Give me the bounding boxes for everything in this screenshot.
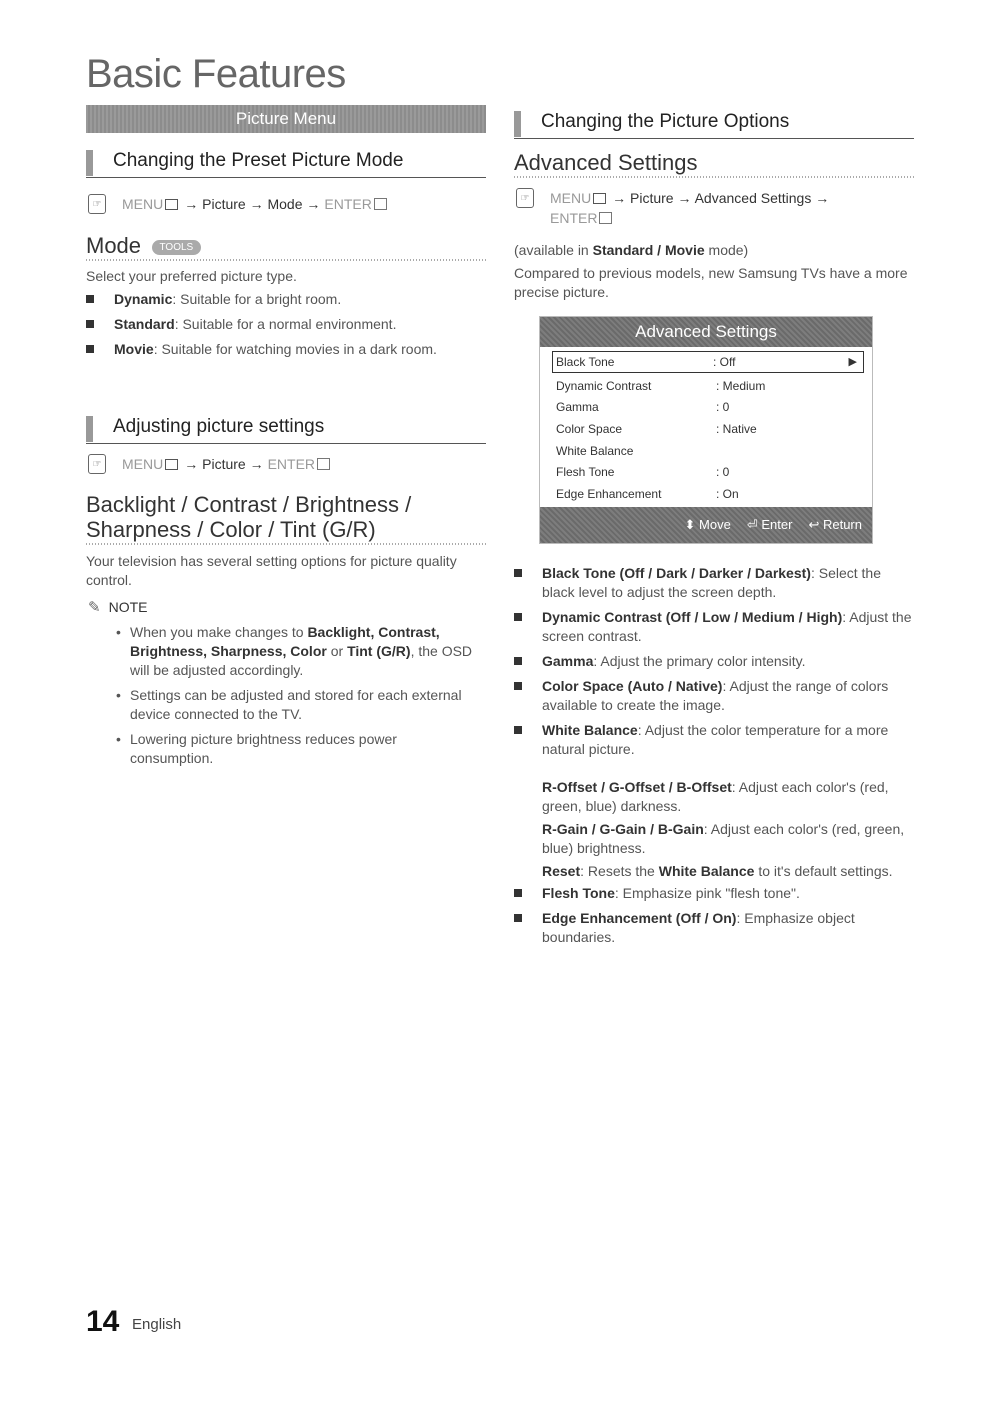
remote-icon: ☞ [516, 188, 534, 208]
divider [86, 259, 486, 261]
enter-label: ENTER [550, 210, 598, 226]
menu-label: MENU [122, 196, 164, 212]
osd-row-white-balance[interactable]: White Balance [556, 443, 634, 458]
advanced-settings-title: Advanced Settings [514, 150, 698, 175]
menu-button-icon [165, 199, 178, 210]
pencil-icon: ✎ [88, 599, 101, 616]
picture-menu-bar: Picture Menu [86, 105, 486, 133]
up-down-arrow-icon: ⬍ [684, 517, 696, 532]
section-marker [86, 150, 93, 176]
section-marker [86, 416, 93, 442]
osd-row-gamma[interactable]: Gamma : 0 [556, 400, 730, 415]
note-list [116, 623, 476, 774]
wb-offset: R-Offset / G-Offset / B-Offset: Adjust each color's (red, green, blue) darkness. [542, 779, 889, 814]
options-section-header [514, 109, 914, 139]
path-steps: → Picture → Mode → [184, 196, 321, 212]
osd-row-dynamic-contrast[interactable]: Dynamic Contrast : Medium [556, 378, 766, 393]
adjust-intro: Your television has several setting options for picture quality control. [86, 553, 457, 588]
section-marker [514, 111, 521, 137]
menu-button-icon [165, 459, 178, 470]
osd-row-flesh-tone[interactable]: Flesh Tone : 0 [556, 465, 730, 480]
remote-icon: ☞ [88, 194, 106, 214]
path-steps: → Picture → [184, 456, 264, 472]
enter-button-icon [374, 198, 387, 210]
adjust-heading: Adjusting picture settings [113, 416, 325, 437]
divider [86, 543, 486, 545]
osd-row-color-space[interactable]: Color Space : Native [556, 421, 757, 436]
osd-move-hint: ⬍ Move [684, 517, 731, 532]
list-item: Standard: Suitable for a normal environment. [86, 315, 486, 334]
path-steps: → Picture → Advanced Settings → [612, 190, 830, 206]
list-item: Black Tone (Off / Dark / Darker / Darkest): Select the black level to adjust the screen depth. [514, 564, 914, 602]
menu-label: MENU [122, 456, 164, 472]
enter-button-icon [599, 212, 612, 224]
arrow-right-icon: ▶ [848, 356, 857, 369]
mode-intro: Select your preferred picture type. [86, 268, 297, 284]
osd-rows [540, 347, 872, 505]
osd-return-hint: ↩ Return [808, 517, 862, 532]
list-item: Color Space (Auto / Native): Adjust the range of colors available to create the image. [514, 677, 914, 715]
osd-footer [540, 507, 872, 543]
preset-section-header [86, 148, 486, 178]
tools-badge: TOOLS [152, 240, 202, 255]
enter-label: ENTER [267, 456, 316, 472]
menu-label: MENU [550, 190, 592, 206]
options-heading: Changing the Picture Options [541, 111, 790, 132]
menu-button-icon [593, 193, 606, 204]
page-number: 14 [86, 1305, 120, 1338]
enter-label: ENTER [324, 196, 372, 212]
advanced-options-list [514, 564, 914, 765]
mode-title: Mode [86, 233, 142, 258]
advanced-menu-path [516, 188, 896, 228]
divider [514, 176, 914, 178]
enter-button-icon [317, 458, 330, 470]
list-item: Edge Enhancement (Off / On): Emphasize object boundaries. [514, 909, 914, 947]
osd-enter-hint: ⏎ Enter [746, 517, 793, 532]
list-item: • When you make changes to Backlight, Contrast, Brightness, Sharpness, Color or Tint (G/R), the OSD will be adjusted accordingly. [116, 623, 476, 680]
enter-icon: ⏎ [746, 517, 758, 532]
availability-note: (available in Standard / Movie mode) [514, 242, 749, 258]
adjust-section-header [86, 414, 486, 444]
page-language: English [132, 1316, 182, 1333]
preset-heading: Changing the Preset Picture Mode [113, 150, 404, 171]
list-item: Dynamic Contrast (Off / Low / Medium / High): Adjust the screen contrast. [514, 608, 914, 646]
osd-row-edge-enhancement[interactable]: Edge Enhancement : On [556, 486, 739, 501]
return-icon: ↩ [808, 517, 820, 532]
osd-title: Advanced Settings [540, 317, 872, 347]
advanced-intro: Compared to previous models, new Samsung TVs have a more precise picture. [514, 265, 908, 300]
adjust-menu-path [88, 454, 330, 474]
list-item: • Settings can be adjusted and stored for each external device connected to the TV. [116, 686, 476, 724]
page-title: Basic Features [86, 52, 346, 96]
osd-advanced-settings [539, 316, 873, 544]
wb-gain: R-Gain / G-Gain / B-Gain: Adjust each color's (red, green, blue) brightness. [542, 821, 905, 856]
advanced-options-list-2 [514, 884, 914, 953]
wb-reset: Reset: Resets the White Balance to it's default settings. [542, 863, 893, 879]
note-label: NOTE [108, 599, 148, 615]
list-item: Flesh Tone: Emphasize pink "flesh tone". [514, 884, 914, 903]
white-balance-details [542, 778, 914, 881]
note-header [88, 598, 147, 616]
list-item: Dynamic: Suitable for a bright room. [86, 290, 486, 309]
list-item: Movie: Suitable for watching movies in a dark room. [86, 340, 486, 359]
preset-menu-path [88, 194, 387, 214]
list-item: White Balance: Adjust the color temperature for a more natural picture. [514, 721, 914, 759]
mode-list [86, 290, 486, 365]
list-item: Gamma: Adjust the primary color intensity. [514, 652, 914, 671]
list-item: • Lowering picture brightness reduces power consumption. [116, 730, 476, 768]
backlight-title: Backlight / Contrast / Brightness / Sharpness / Color / Tint (G/R) [86, 492, 412, 542]
osd-row-black-tone[interactable]: Black Tone : Off ▶ [552, 351, 864, 373]
remote-icon: ☞ [88, 454, 106, 474]
mode-title-row [86, 233, 486, 258]
